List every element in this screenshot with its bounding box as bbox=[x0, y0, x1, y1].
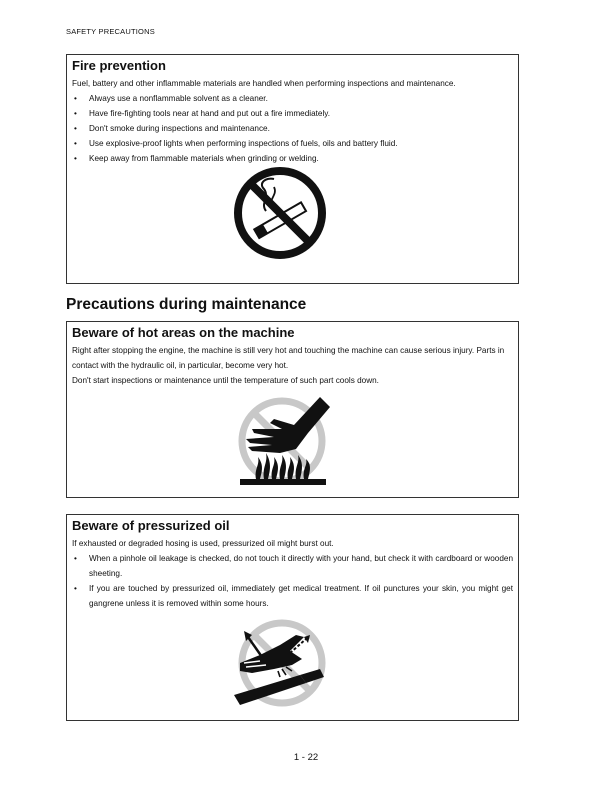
hot-surface-icon bbox=[232, 393, 332, 493]
hot-areas-paragraph: Don't start inspections or maintenance until the temperature of such part cools down. bbox=[72, 376, 379, 385]
list-item: • Don't smoke during inspections and maintenance. bbox=[72, 121, 513, 136]
pressurized-oil-list bbox=[72, 551, 513, 611]
pressurized-oil-icon bbox=[230, 613, 330, 713]
fire-prevention-title: Fire prevention bbox=[72, 58, 166, 73]
fire-prevention-intro: Fuel, battery and other inflammable materials are handled when performing inspections and maintenance. bbox=[72, 79, 456, 88]
list-item: • Always use a nonflammable solvent as a cleaner. bbox=[72, 91, 513, 106]
list-item: • When a pinhole oil leakage is checked, do not touch it directly with your hand, but check it with cardboard or wooden sheeting. bbox=[72, 551, 513, 581]
hot-areas-paragraph: Right after stopping the engine, the machine is still very hot and touching the machine can cause serious injury. Parts in contact with the hydraulic oil, in particular, become very hot. bbox=[72, 346, 505, 370]
fire-prevention-list bbox=[72, 91, 513, 166]
no-smoking-icon bbox=[230, 163, 330, 263]
list-item: • Keep away from flammable materials when grinding or welding. bbox=[72, 151, 513, 166]
maintenance-section-title: Precautions during maintenance bbox=[66, 296, 307, 313]
hot-areas-title: Beware of hot areas on the machine bbox=[72, 325, 295, 340]
pressurized-oil-intro: If exhausted or degraded hosing is used, pressurized oil might burst out. bbox=[72, 539, 334, 548]
list-item: • Have fire-fighting tools near at hand and put out a fire immediately. bbox=[72, 106, 513, 121]
running-header: SAFETY PRECAUTIONS bbox=[66, 27, 155, 36]
list-item: • Use explosive-proof lights when performing inspections of fuels, oils and battery fluid. bbox=[72, 136, 513, 151]
list-item: • If you are touched by pressurized oil, immediately get medical treatment. If oil punctures your skin, you might get gangrene unless it is removed within some hours. bbox=[72, 581, 513, 611]
pressurized-oil-title: Beware of pressurized oil bbox=[72, 518, 230, 533]
page-number: 1 - 22 bbox=[293, 752, 319, 763]
